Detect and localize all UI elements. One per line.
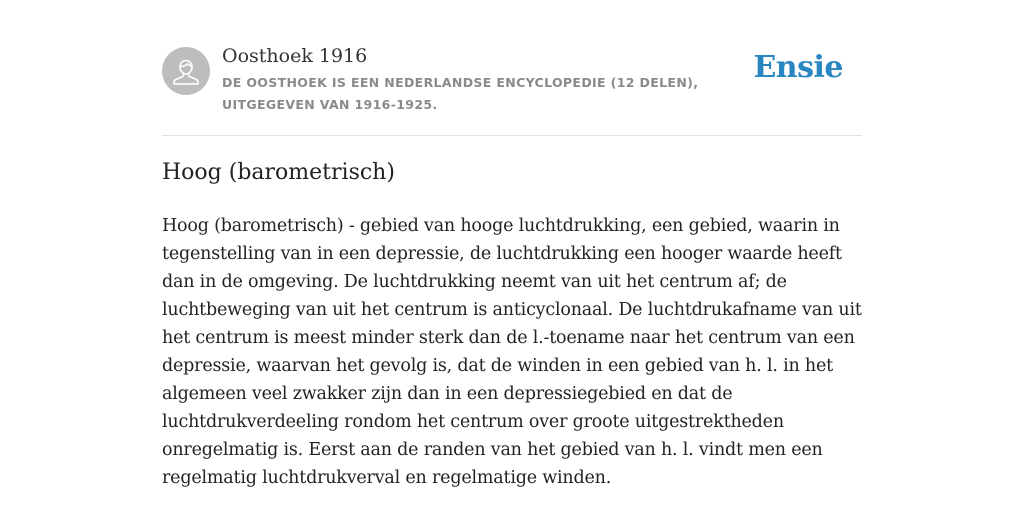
source-description: DE OOSTHOEK IS EEN NEDERLANDSE ENCYCLOPEDIE (12 DELEN), UITGEGEVEN VAN 1916-1925. [222, 75, 699, 112]
article-body: Hoog (barometrisch) - gebied van hooge luchtdrukking, een gebied, waarin in tegenstelling van in een depressie, de luchtdrukking een hooger waarde heeft dan in de omgeving. De luchtdrukking neemt van uit het centrum af; de luchtbeweging van uit het centrum is anticyclonaal. De luchtdrukafname van uit het centrum is meest minder sterk dan de l.-toename naar het centrum van een depressie, waarvan het gevolg is, dat de winden in een gebied van h. l. in het algemeen veel zwakker zijn dan in een depressiegebied en dat de luchtdrukverdeeling rondom het centrum over groote uitgestrektheden onregelmatig is. Eerst aan de randen van het gebied van h. l. vindt men een regelmatig luchtdrukverval en regelmatige winden. [162, 216, 862, 488]
source-avatar[interactable] [162, 47, 210, 95]
page-content [162, 0, 862, 488]
user-silhouette-icon [162, 47, 210, 95]
source-header [162, 0, 862, 136]
ensie-logo[interactable]: Ensie [753, 50, 843, 85]
source-name[interactable]: Oosthoek 1916 [222, 45, 368, 67]
article-title: Hoog (barometrisch) [162, 160, 395, 185]
